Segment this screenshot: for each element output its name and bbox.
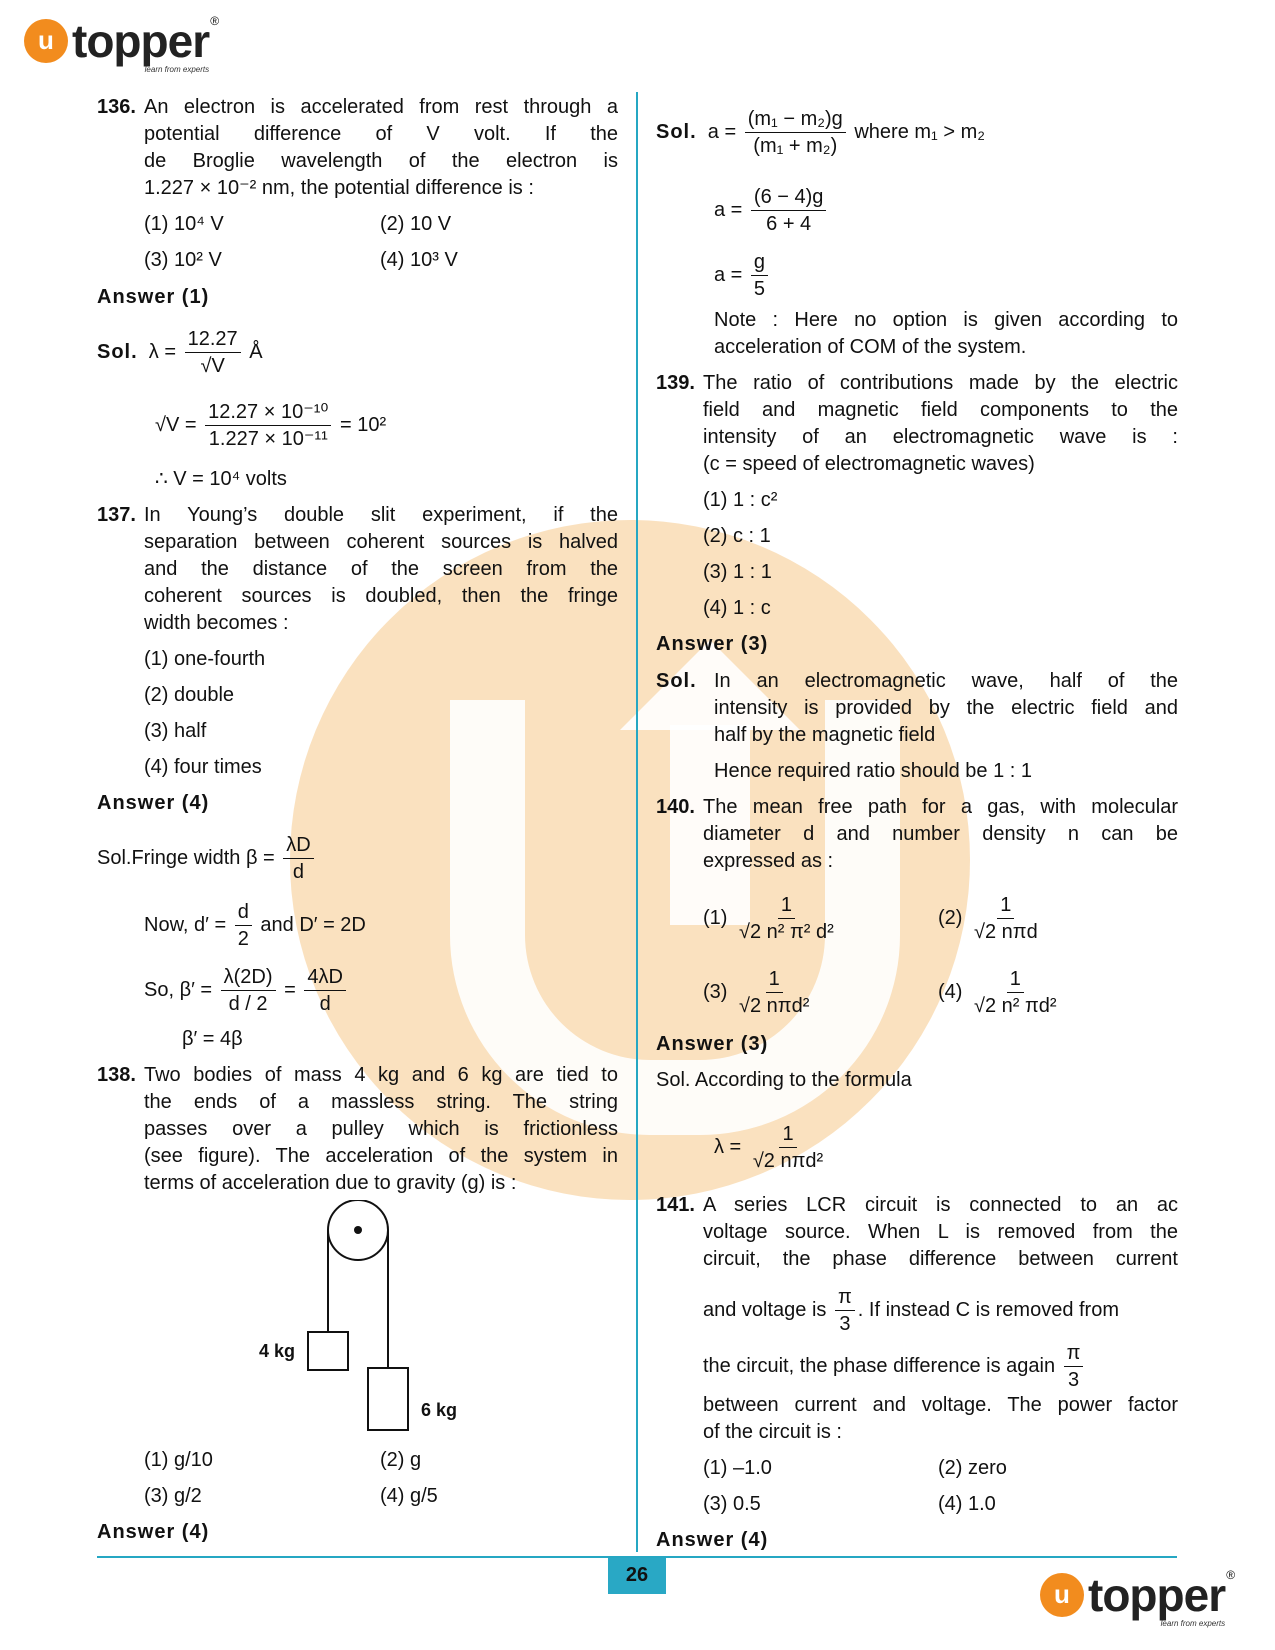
logo-mark-icon: u: [24, 19, 68, 63]
q141-option-1: (1) –1.0: [703, 1457, 772, 1479]
q136-number: 136.: [97, 96, 136, 118]
q136-eq1-den: √V: [200, 355, 225, 378]
q136-eq2-den: 1.227 × 10⁻¹¹: [208, 428, 328, 451]
q136-eq2-rhs: = 10²: [340, 414, 387, 436]
q139-line-3: intensity of an electromagnetic wave is :: [703, 426, 1178, 448]
q140-o3-label: (3): [703, 981, 728, 1003]
q138-sol-eqa: [656, 102, 985, 162]
q136-eq2-num: 12.27 × 10⁻¹⁰: [205, 400, 331, 426]
q139-option-2: (2) c : 1: [703, 525, 771, 547]
q141-line5-a: the circuit, the phase difference is again: [703, 1355, 1056, 1377]
q138-sol-eqc: [714, 245, 771, 305]
footer-logo-registered: ®: [1226, 1568, 1236, 1582]
q141-line4-a: and voltage is: [703, 1299, 827, 1321]
q140-line-2: diameter d and number density n can be: [703, 823, 1178, 845]
mass-4kg-block: [308, 1332, 348, 1370]
q141-option-2: (2) zero: [938, 1457, 1007, 1479]
q140-sol-text: Sol. According to the formula: [656, 1069, 912, 1091]
q140-eq-den: √2 nπd²: [752, 1150, 824, 1173]
fig-label-6kg: 6 kg: [421, 1400, 458, 1420]
q137-line-2: separation between coherent sources is halved: [144, 531, 618, 553]
q140-o1-num: 1: [778, 893, 795, 919]
q140-line-1: The mean free path for a gas, with molecular: [703, 796, 1178, 818]
q140-line-3: expressed as :: [703, 850, 834, 872]
q138-sol-eqb: [714, 180, 829, 240]
q140-o2-num: 1: [997, 893, 1014, 919]
q136-line-4: 1.227 × 10⁻² nm, the potential difference is :: [144, 177, 534, 199]
q139-line-4: (c = speed of electromagnetic waves): [703, 453, 1035, 475]
q136-option-4: (4) 10³ V: [380, 249, 458, 271]
q138-eqa-den: (m₁ + m₂): [753, 135, 838, 158]
page-number: 26: [608, 1558, 666, 1594]
q140-o3-den: √2 nπd²: [739, 995, 810, 1018]
q136-line-1: An electron is accelerated from rest through a: [144, 96, 618, 118]
q139-line-2: field and magnetic field components to the: [703, 399, 1178, 421]
q137-answer: Answer (4): [97, 792, 210, 814]
q140-o2-label: (2): [938, 907, 963, 929]
q138-option-3: (3) g/2: [144, 1485, 202, 1507]
q139-sol-line-1: In an electromagnetic wave, half of the: [714, 670, 1178, 692]
q137-line-4: coherent sources is doubled, then the fringe: [144, 585, 618, 607]
q138-eqc-lhs: a =: [714, 264, 743, 286]
footer-logo-tagline: learn from experts: [1160, 1619, 1226, 1628]
q140-o4-label: (4): [938, 981, 963, 1003]
q140-o4-num: 1: [1007, 967, 1024, 993]
column-divider: [636, 92, 638, 1552]
q138-eqa-num: (m₁ − m₂)g: [745, 107, 846, 133]
q136-option-3: (3) 10² V: [144, 249, 222, 271]
q136-line-3: de Broglie wavelength of the electron is: [144, 150, 618, 172]
q140-option-2: [938, 888, 1044, 948]
q138-line-5: terms of acceleration due to gravity (g) is :: [144, 1172, 517, 1194]
q136-option-2: (2) 10 V: [380, 213, 452, 235]
q139-number: 139.: [656, 372, 695, 394]
q139-option-1: (1) 1 : c²: [703, 489, 778, 511]
q137-line-3: and the distance of the screen from the: [144, 558, 618, 580]
q138-line-1: Two bodies of mass 4 kg and 6 kg are tied to: [144, 1064, 618, 1086]
footer-logo: [1040, 1568, 1236, 1628]
q137-sol-num: λD: [283, 833, 313, 859]
q141-line4-b: . If instead C is removed from: [857, 1299, 1119, 1321]
logo-registered: ®: [210, 14, 220, 28]
q137-now-den: 2: [237, 928, 249, 951]
q138-note-line-1: Note : Here no option is given according to: [714, 309, 1178, 331]
q138-option-2: (2) g: [380, 1449, 422, 1471]
q138-number: 138.: [97, 1064, 136, 1086]
q139-option-3: (3) 1 : 1: [703, 561, 772, 583]
pulley-axle: [354, 1226, 362, 1234]
q136-sol-eq2: [155, 395, 386, 455]
q137-now-num: d: [235, 900, 252, 926]
q141-line4-den: 3: [839, 1313, 851, 1336]
q137-so-eq-sign: =: [284, 979, 296, 1001]
q141-line5-den: 3: [1067, 1369, 1080, 1392]
q138-option-4: (4) g/5: [380, 1485, 438, 1507]
footer-logo-text: topper: [1088, 1569, 1226, 1621]
q137-so-eq: [144, 960, 349, 1020]
logo-text: topper: [72, 15, 210, 67]
q141-answer: Answer (4): [656, 1529, 769, 1551]
q137-so-den1: d / 2: [228, 993, 268, 1016]
q137-so-den2: d: [319, 993, 331, 1016]
q139-sol-label: Sol.: [656, 670, 697, 692]
q141-line-7: of the circuit is :: [703, 1421, 842, 1443]
q138-eqb-lhs: a =: [714, 199, 743, 221]
q140-o4-den: √2 n² πd²: [974, 995, 1057, 1018]
q138-line-3: passes over a pulley which is frictionless: [144, 1118, 618, 1140]
q138-eqa-rhs: where m₁ > m₂: [854, 121, 986, 143]
q138-option-1: (1) g/10: [144, 1449, 213, 1471]
q140-o3-num: 1: [766, 967, 783, 993]
q141-option-3: (3) 0.5: [703, 1493, 761, 1515]
q136-sol-label: Sol.: [97, 341, 138, 363]
q137-number: 137.: [97, 504, 136, 526]
q138-answer: Answer (4): [97, 1521, 210, 1543]
q140-sol-eq: [714, 1117, 829, 1177]
q136-line-2: potential difference of V volt. If the: [144, 123, 618, 145]
q136-answer: Answer (1): [97, 286, 210, 308]
q137-so-num2: 4λD: [304, 965, 346, 991]
q139-line-1: The ratio of contributions made by the electric: [703, 372, 1178, 394]
q141-line-6: between current and voltage. The power factor: [703, 1394, 1178, 1416]
mass-6kg-block: [368, 1368, 408, 1430]
q137-so-text: So, β′ =: [144, 979, 213, 1001]
q137-now-text: Now, d′ =: [144, 914, 227, 936]
q140-eq-lhs: λ =: [714, 1136, 742, 1158]
q141-line-1: A series LCR circuit is connected to an ac: [703, 1194, 1178, 1216]
q138-eqa-lhs: a =: [707, 121, 737, 143]
q141-line5-num: π: [1064, 1341, 1084, 1367]
q140-o1-den: √2 n² π² d²: [739, 921, 834, 944]
q140-o1-label: (1): [703, 907, 728, 929]
q137-option-1: (1) one-fourth: [144, 648, 266, 670]
q136-eq1-num: 12.27: [185, 327, 241, 353]
q138-eqc-num: g: [751, 250, 768, 276]
q137-sol-den: d: [292, 861, 305, 884]
q136-eq1-unit: Å: [249, 341, 263, 363]
header-logo: [24, 14, 220, 74]
q136-eq1-lhs: λ =: [148, 341, 177, 363]
q138-note-line-2: acceleration of COM of the system.: [714, 336, 1027, 358]
q138-sol-label: Sol.: [656, 121, 697, 143]
q138-line-2: the ends of a massless string. The string: [144, 1091, 618, 1113]
q141-option-4: (4) 1.0: [938, 1493, 996, 1515]
q140-option-1: [703, 888, 840, 948]
q139-answer: Answer (3): [656, 633, 769, 655]
q141-line-5: [703, 1336, 1086, 1396]
q140-number: 140.: [656, 796, 695, 818]
q139-sol-line-2: intensity is provided by the electric field and: [714, 697, 1178, 719]
q136-sol-eq1: [97, 322, 263, 382]
q138-eqb-den: 6 + 4: [766, 213, 812, 236]
fig-label-4kg: 4 kg: [259, 1341, 296, 1361]
q139-option-4: (4) 1 : c: [703, 597, 771, 619]
q137-now-rhs: and D′ = 2D: [260, 914, 366, 936]
q137-option-2: (2) double: [144, 684, 235, 706]
q141-line4-num: π: [835, 1285, 855, 1311]
q141-line-4: [703, 1280, 1119, 1340]
q138-eqc-den: 5: [753, 278, 766, 301]
footer-logo-mark-icon: u: [1040, 1573, 1084, 1617]
q139-sol-line-3: half by the magnetic field: [714, 724, 936, 746]
q141-line-2: voltage source. When L is removed from the: [703, 1221, 1178, 1243]
q137-so-num1: λ(2D): [221, 965, 276, 991]
q137-final: β′ = 4β: [182, 1028, 243, 1050]
q137-line-1: In Young’s double slit experiment, if the: [144, 504, 618, 526]
q137-sol-text: Sol.Fringe width β =: [97, 847, 275, 869]
q136-option-1: (1) 10⁴ V: [144, 213, 224, 235]
q140-answer: Answer (3): [656, 1033, 769, 1055]
q136-eq3: ∴ V = 10⁴ volts: [155, 468, 287, 490]
q141-number: 141.: [656, 1194, 695, 1216]
q137-now-eq: [144, 895, 366, 955]
q139-sol-final: Hence required ratio should be 1 : 1: [714, 760, 1032, 782]
q140-option-4: [938, 962, 1063, 1022]
q137-line-5: width becomes :: [144, 612, 289, 634]
q141-line-3: circuit, the phase difference between current: [703, 1248, 1178, 1270]
logo-tagline: learn from experts: [144, 65, 210, 74]
q136-eq2-lhs: √V =: [155, 414, 197, 436]
q138-line-4: (see figure). The acceleration of the system in: [144, 1145, 618, 1167]
q137-option-4: (4) four times: [144, 756, 262, 778]
q140-o2-den: √2 nπd: [974, 921, 1038, 944]
q137-sol-eq1: [97, 828, 317, 888]
q140-eq-num: 1: [779, 1122, 796, 1148]
q140-option-3: [703, 962, 815, 1022]
q138-eqb-num: (6 − 4)g: [751, 185, 826, 211]
q137-option-3: (3) half: [144, 720, 207, 742]
